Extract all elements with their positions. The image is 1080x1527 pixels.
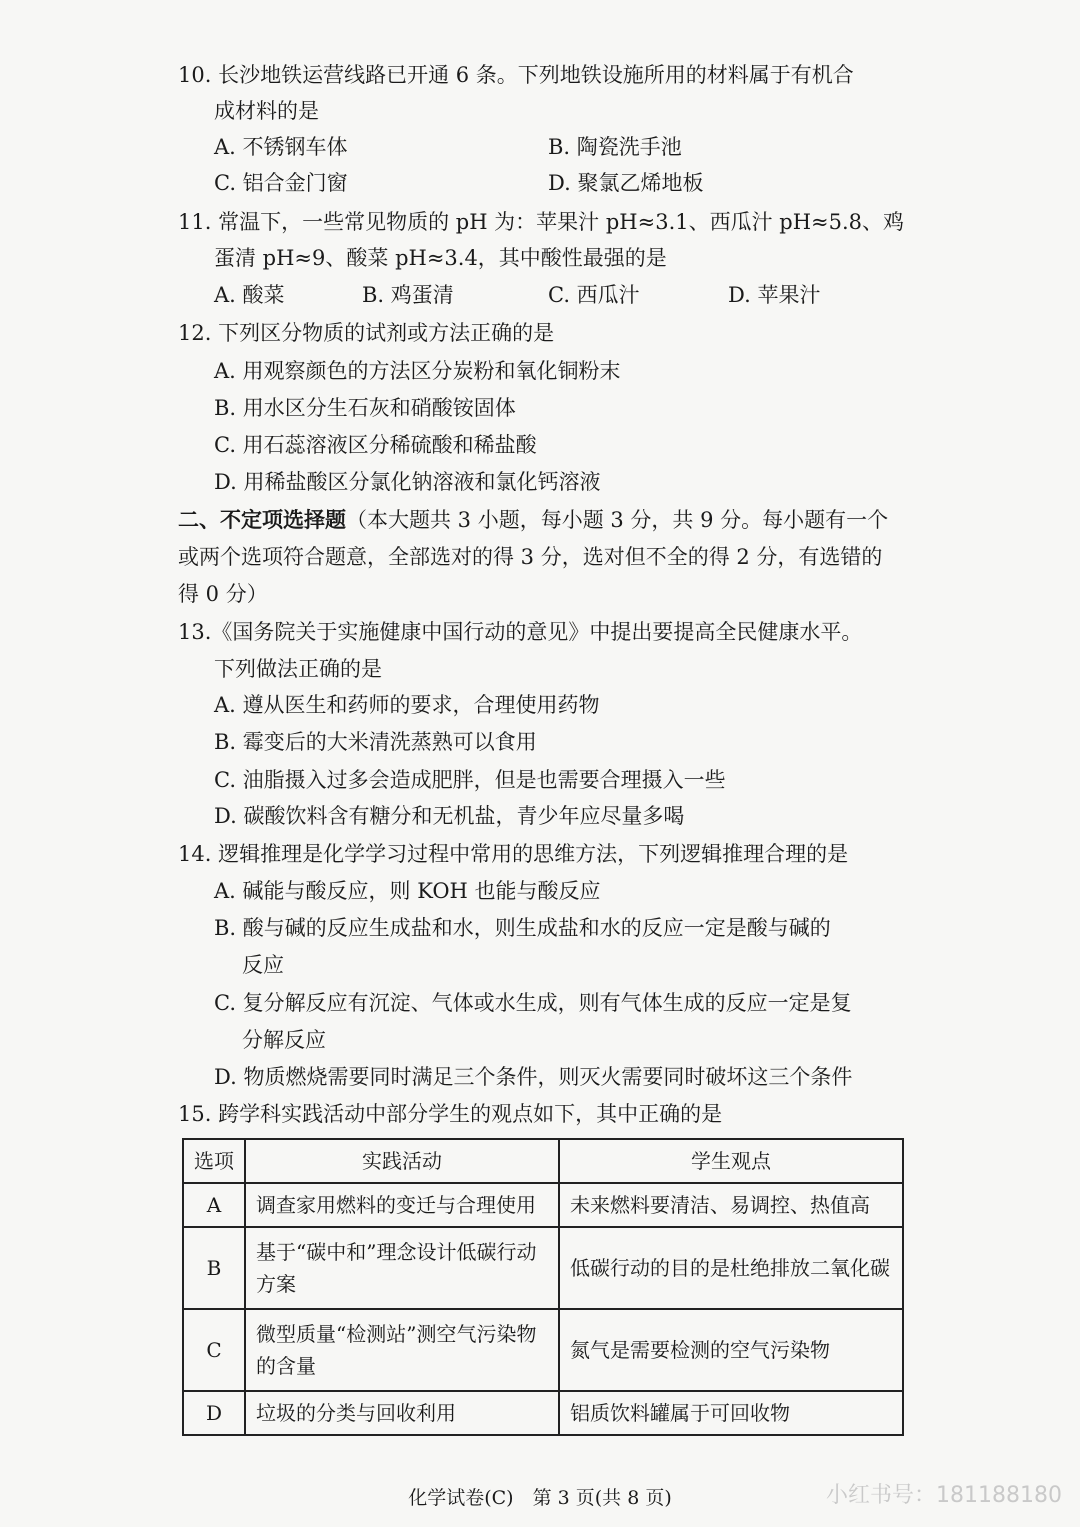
q14-option-c-line1: C. 复分解反应有沉淀、气体或水生成，则有气体生成的反应一定是复 (214, 991, 852, 1015)
table-cell-viewpoint: 铝质饮料罐属于可回收物 (559, 1391, 903, 1435)
table-header-row (183, 1139, 903, 1183)
table-cell-activity: 调查家用燃料的变迁与合理使用 (245, 1183, 559, 1227)
q14-option-b-line1: B. 酸与碱的反应生成盐和水，则生成盐和水的反应一定是酸与碱的 (214, 916, 831, 940)
table-cell-activity: 基于“碳中和”理念设计低碳行动方案 (245, 1227, 559, 1309)
q15-stem: 15. 跨学科实践活动中部分学生的观点如下，其中正确的是 (178, 1102, 723, 1126)
q12-stem: 12. 下列区分物质的试剂或方法正确的是 (178, 321, 555, 345)
section2-instructions: （本大题共 3 小题，每小题 3 分，共 9 分。每小题有一个 (346, 508, 889, 532)
q10-option-d: D. 聚氯乙烯地板 (548, 171, 704, 195)
section2-instructions-line2: 或两个选项符合题意，全部选对的得 3 分，选对但不全的得 2 分，有选错的 (178, 545, 883, 569)
table-cell-option: C (183, 1309, 245, 1391)
q10-option-c: C. 铝合金门窗 (214, 171, 348, 195)
q11-option-a: A. 酸菜 (214, 283, 285, 307)
q11-stem-line2: 蛋清 pH≈9、酸菜 pH≈3.4，其中酸性最强的是 (214, 246, 667, 270)
q10-stem-line2: 成材料的是 (214, 99, 319, 123)
section2-title: 二、不定项选择题 (178, 507, 346, 532)
q13-option-b: B. 霉变后的大米清洗蒸熟可以食用 (214, 730, 537, 754)
table-cell-option: B (183, 1227, 245, 1309)
table-cell-option: D (183, 1391, 245, 1435)
q13-option-a: A. 遵从医生和药师的要求，合理使用药物 (214, 693, 600, 717)
table-header-activity: 实践活动 (245, 1139, 559, 1183)
q12-option-d: D. 用稀盐酸区分氯化钠溶液和氯化钙溶液 (214, 470, 601, 494)
section2-instructions-line3: 得 0 分） (178, 582, 268, 606)
table-cell-activity: 垃圾的分类与回收利用 (245, 1391, 559, 1435)
q14-option-c-line2: 分解反应 (242, 1028, 326, 1052)
q10-option-b: B. 陶瓷洗手池 (548, 135, 682, 159)
page-footer: 化学试卷(C) 第 3 页(共 8 页) (408, 1487, 672, 1509)
section2-heading (178, 505, 888, 535)
table-cell-viewpoint: 未来燃料要清洁、易调控、热值高 (559, 1183, 903, 1227)
q13-option-d: D. 碳酸饮料含有糖分和无机盐，青少年应尽量多喝 (214, 804, 685, 828)
q12-option-c: C. 用石蕊溶液区分稀硫酸和稀盐酸 (214, 433, 537, 457)
q13-option-c: C. 油脂摄入过多会造成肥胖，但是也需要合理摄入一些 (214, 768, 726, 792)
q12-option-b: B. 用水区分生石灰和硝酸铵固体 (214, 396, 516, 420)
table-row (183, 1391, 903, 1435)
q13-stem-line1: 13.《国务院关于实施健康中国行动的意见》中提出要提高全民健康水平。 (178, 620, 863, 644)
table-row (183, 1309, 903, 1391)
q11-option-b: B. 鸡蛋清 (362, 283, 454, 307)
table-row (183, 1183, 903, 1227)
q10-stem-line1: 10. 长沙地铁运营线路已开通 6 条。下列地铁设施所用的材料属于有机合 (178, 63, 854, 87)
q11-stem-line1: 11. 常温下，一些常见物质的 pH 为：苹果汁 pH≈3.1、西瓜汁 pH≈5.8、鸡 (178, 210, 905, 234)
q15-table (182, 1138, 904, 1436)
q11-option-c: C. 西瓜汁 (548, 283, 640, 307)
q14-option-d: D. 物质燃烧需要同时满足三个条件，则灭火需要同时破坏这三个条件 (214, 1065, 853, 1089)
table-header-option: 选项 (183, 1139, 245, 1183)
q12-option-a: A. 用观察颜色的方法区分炭粉和氧化铜粉末 (214, 359, 621, 383)
table-cell-option: A (183, 1183, 245, 1227)
table-cell-viewpoint: 低碳行动的目的是杜绝排放二氧化碳 (559, 1227, 903, 1309)
watermark: 小红书号：181188180 (826, 1483, 1062, 1508)
q10-option-a: A. 不锈钢车体 (214, 135, 348, 159)
q11-option-d: D. 苹果汁 (728, 283, 821, 307)
q14-option-b-line2: 反应 (242, 953, 284, 977)
table-header-viewpoint: 学生观点 (559, 1139, 903, 1183)
table-row (183, 1227, 903, 1309)
table-cell-viewpoint: 氮气是需要检测的空气污染物 (559, 1309, 903, 1391)
q13-stem-line2: 下列做法正确的是 (214, 657, 382, 681)
table-cell-activity: 微型质量“检测站”测空气污染物的含量 (245, 1309, 559, 1391)
q14-stem: 14. 逻辑推理是化学学习过程中常用的思维方法，下列逻辑推理合理的是 (178, 842, 849, 866)
q14-option-a: A. 碱能与酸反应，则 KOH 也能与酸反应 (214, 879, 601, 903)
